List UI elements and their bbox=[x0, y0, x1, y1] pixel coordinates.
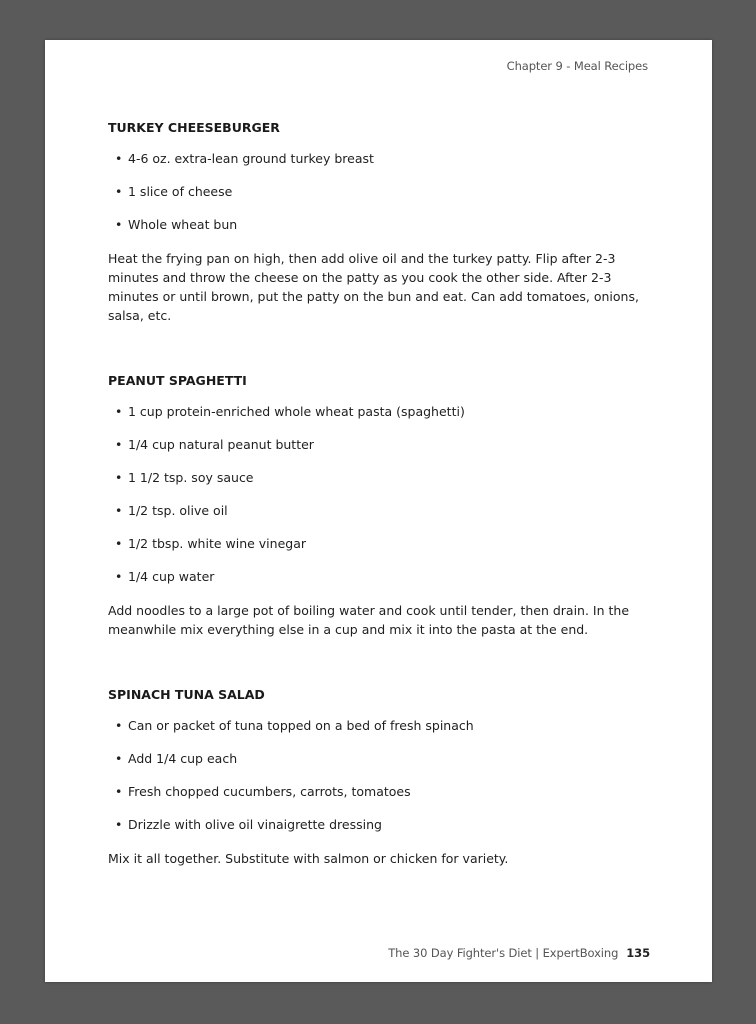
recipe-title: TURKEY CHEESEBURGER bbox=[108, 120, 280, 135]
document-page bbox=[45, 40, 712, 982]
ingredient-item: • Add 1/4 cup each bbox=[108, 750, 653, 767]
ingredient-item: • Fresh chopped cucumbers, carrots, tomatoes bbox=[108, 783, 653, 800]
ingredient-item: • Whole wheat bun bbox=[108, 216, 653, 233]
recipe-instructions: Mix it all together. Substitute with salmon or chicken for variety. bbox=[108, 851, 509, 866]
ingredient-list bbox=[108, 717, 653, 833]
ingredient-item: • 4-6 oz. extra-lean ground turkey breast bbox=[108, 150, 653, 167]
ingredient-item: • 1 1/2 tsp. soy sauce bbox=[108, 469, 653, 486]
book-title: The 30 Day Fighter's Diet | ExpertBoxing bbox=[388, 946, 619, 960]
ingredient-item: • 1/2 tbsp. white wine vinegar bbox=[108, 535, 653, 552]
ingredient-list bbox=[108, 150, 653, 233]
ingredient-item: • Drizzle with olive oil vinaigrette dressing bbox=[108, 816, 653, 833]
page-number: 135 bbox=[626, 946, 650, 960]
recipe-instructions: Heat the frying pan on high, then add olive oil and the turkey patty. Flip after 2-3 minutes and throw the cheese on the patty as you cook the other side. After 2-3 minutes or until brown, put the patty on the bun and eat. Can add tomatoes, onions, salsa, etc. bbox=[108, 251, 639, 323]
ingredient-item: • 1/2 tsp. olive oil bbox=[108, 502, 653, 519]
page-footer bbox=[388, 946, 650, 960]
recipe-instructions: Add noodles to a large pot of boiling water and cook until tender, then drain. In the meanwhile mix everything else in a cup and mix it into the pasta at the end. bbox=[108, 603, 630, 637]
page-content bbox=[108, 120, 653, 868]
ingredient-item: • 1 slice of cheese bbox=[108, 183, 653, 200]
recipe-peanut-spaghetti bbox=[108, 373, 653, 639]
ingredient-item: • 1 cup protein-enriched whole wheat pasta (spaghetti) bbox=[108, 403, 653, 420]
recipe-spinach-tuna-salad bbox=[108, 687, 653, 868]
recipe-turkey-cheeseburger bbox=[108, 120, 653, 325]
ingredient-item: • 1/4 cup water bbox=[108, 568, 653, 585]
ingredient-item: • 1/4 cup natural peanut butter bbox=[108, 436, 653, 453]
recipe-title: SPINACH TUNA SALAD bbox=[108, 687, 265, 702]
recipe-title: PEANUT SPAGHETTI bbox=[108, 373, 247, 388]
ingredient-item: • Can or packet of tuna topped on a bed of fresh spinach bbox=[108, 717, 653, 734]
ingredient-list bbox=[108, 403, 653, 585]
running-header: Chapter 9 - Meal Recipes bbox=[506, 59, 648, 73]
